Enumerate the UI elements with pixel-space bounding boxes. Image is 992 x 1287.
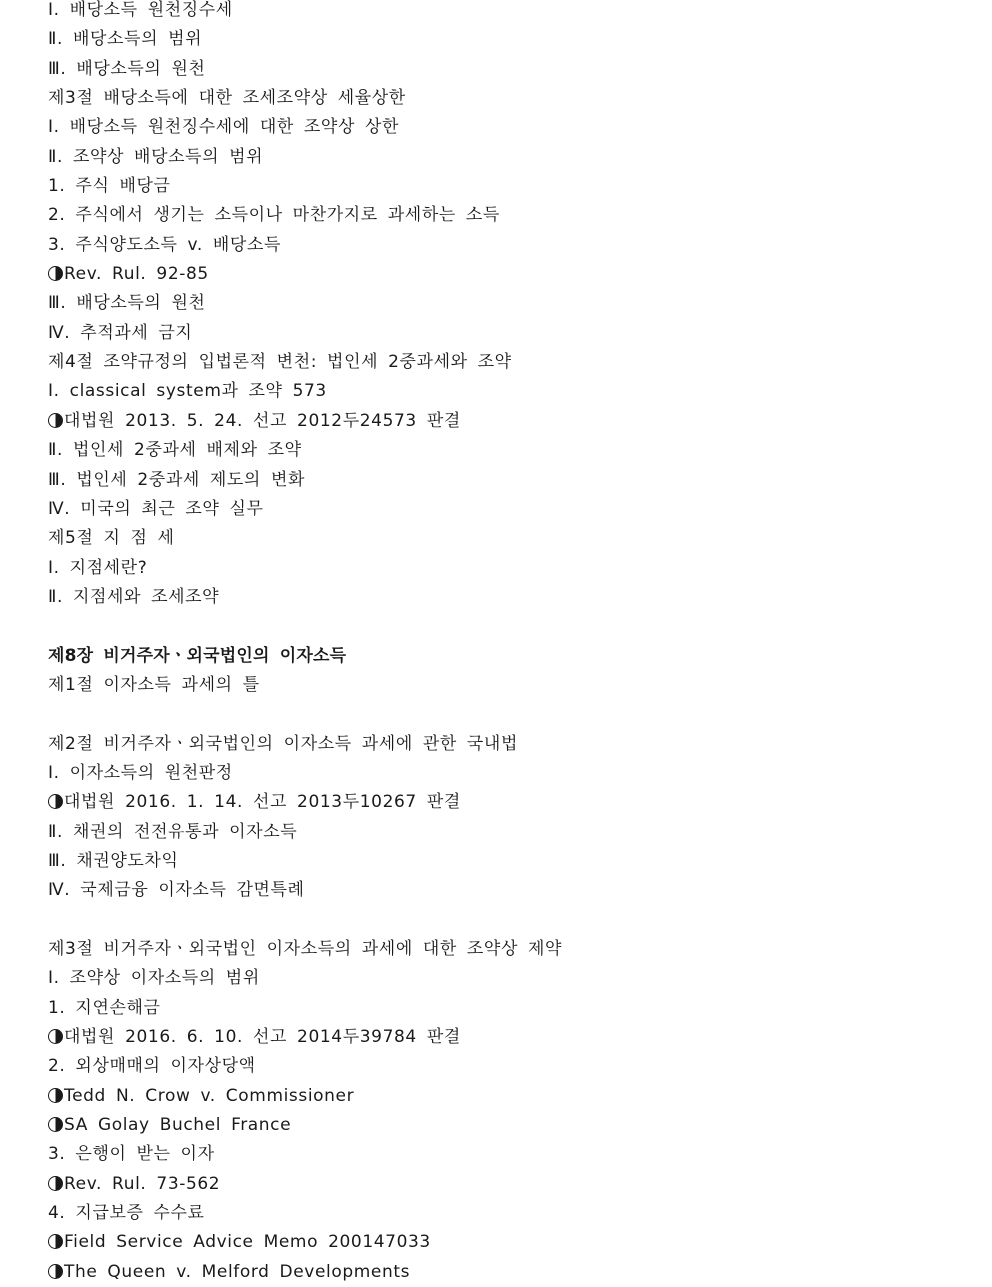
half-circle-icon [48, 1176, 63, 1191]
toc-line [48, 554, 968, 583]
toc-line [48, 964, 968, 993]
blank-line [48, 612, 968, 641]
half-circle-icon [48, 413, 63, 428]
toc-line-text: Rev. Rul. 92-85 [64, 264, 209, 285]
toc-line-text: Ⅳ. 추적과세 금지 [48, 322, 193, 343]
toc-line-text: Ⅱ. 조약상 배당소득의 범위 [48, 146, 264, 167]
toc-line-text: Ⅲ. 법인세 2중과세 제도의 변화 [48, 469, 305, 490]
toc-line [48, 289, 968, 318]
toc-line [48, 994, 968, 1023]
toc-line-text: 대법원 2013. 5. 24. 선고 2012두24573 판결 [64, 410, 461, 431]
toc-line [48, 671, 968, 700]
toc-line [48, 319, 968, 348]
table-of-contents [48, 0, 968, 1287]
toc-line [48, 935, 968, 964]
blank-line [48, 906, 968, 935]
toc-line [48, 407, 968, 436]
toc-line-text: SA Golay Buchel France [64, 1115, 292, 1136]
toc-line [48, 495, 968, 524]
toc-line-text: Ⅱ. 배당소득의 범위 [48, 29, 203, 50]
toc-line [48, 583, 968, 612]
toc-line [48, 143, 968, 172]
toc-line-text: 제3절 비거주자ㆍ외국법인 이자소득의 과세에 대한 조약상 제약 [48, 939, 563, 959]
half-circle-icon [48, 1234, 63, 1249]
toc-line-text: 4. 지급보증 수수료 [48, 1203, 205, 1224]
toc-line-text: Ⅰ. 배당소득 원천징수세에 대한 조약상 상한 [48, 117, 400, 138]
toc-line [48, 788, 968, 817]
toc-line-text: 1. 주식 배당금 [48, 176, 171, 197]
toc-line [48, 1140, 968, 1169]
toc-line-text: 제5절 지 점 세 [48, 528, 175, 549]
toc-line [48, 847, 968, 876]
toc-line [48, 260, 968, 289]
half-circle-icon [48, 266, 63, 281]
toc-line-text: 2. 주식에서 생기는 소득이나 마찬가지로 과세하는 소득 [48, 205, 500, 226]
toc-line [48, 348, 968, 377]
toc-line [48, 1111, 968, 1140]
toc-line-text: 3. 은행이 받는 이자 [48, 1144, 215, 1165]
toc-line [48, 113, 968, 142]
chapter-heading [48, 642, 968, 671]
toc-line [48, 1052, 968, 1081]
toc-line-text: 제3절 배당소득에 대한 조세조약상 세율상한 [48, 88, 406, 109]
toc-line-text: Ⅲ. 배당소득의 원천 [48, 58, 206, 79]
toc-line-text: 2. 외상매매의 이자상당액 [48, 1056, 256, 1077]
toc-line-text: The Queen v. Melford Developments [64, 1261, 411, 1282]
toc-line-text: 1. 지연손해금 [48, 997, 161, 1018]
toc-line [48, 1082, 968, 1111]
blank-line [48, 700, 968, 729]
toc-line [48, 1258, 968, 1287]
toc-line-text: 대법원 2016. 6. 10. 선고 2014두39784 판결 [64, 1027, 461, 1048]
half-circle-icon [48, 794, 63, 809]
toc-line-text: 제8장 비거주자ㆍ외국법인의 이자소득 [48, 645, 347, 666]
toc-line [48, 377, 968, 406]
toc-line [48, 1199, 968, 1228]
toc-line [48, 730, 968, 759]
half-circle-icon [48, 1029, 63, 1044]
toc-line-text: Tedd N. Crow v. Commissioner [64, 1085, 355, 1106]
toc-line-text: Rev. Rul. 73-562 [64, 1173, 221, 1194]
toc-line [48, 0, 968, 25]
toc-line-text: 제2절 비거주자ㆍ외국법인의 이자소득 과세에 관한 국내법 [48, 733, 518, 754]
toc-line [48, 25, 968, 54]
toc-line-text: Ⅱ. 채권의 전전유통과 이자소득 [48, 821, 298, 842]
toc-line-text: Ⅰ. 이자소득의 원천판정 [48, 762, 233, 783]
toc-line [48, 466, 968, 495]
toc-line [48, 231, 968, 260]
toc-line [48, 436, 968, 465]
toc-line [48, 55, 968, 84]
toc-line [48, 84, 968, 113]
toc-line-text: Ⅰ. classical system과 조약 573 [48, 381, 327, 402]
half-circle-icon [48, 1117, 63, 1132]
toc-line-text: Ⅲ. 배당소득의 원천 [48, 293, 206, 314]
toc-line [48, 1228, 968, 1257]
toc-line-text: Ⅱ. 지점세와 조세조약 [48, 586, 220, 607]
toc-line-text: Ⅰ. 조약상 이자소득의 범위 [48, 968, 260, 989]
toc-line-text: Ⅲ. 채권양도차익 [48, 850, 179, 871]
toc-line [48, 818, 968, 847]
toc-line-text: Field Service Advice Memo 200147033 [64, 1232, 431, 1253]
toc-line [48, 172, 968, 201]
toc-line-text: 제1절 이자소득 과세의 틀 [48, 674, 260, 695]
toc-line-text: Ⅱ. 법인세 2중과세 배제와 조약 [48, 440, 302, 461]
toc-line-text: Ⅳ. 국제금융 이자소득 감면특례 [48, 880, 305, 901]
toc-line-text: 3. 주식양도소득 v. 배당소득 [48, 234, 281, 255]
toc-line [48, 1023, 968, 1052]
toc-line-text: 제4절 조약규정의 입법론적 변천: 법인세 2중과세와 조약 [48, 352, 512, 373]
toc-line [48, 201, 968, 230]
toc-line [48, 876, 968, 905]
toc-line-text: Ⅰ. 지점세란? [48, 557, 148, 578]
half-circle-icon [48, 1088, 63, 1103]
toc-line-text: 대법원 2016. 1. 14. 선고 2013두10267 판결 [64, 792, 461, 813]
half-circle-icon [48, 1264, 63, 1279]
toc-line-text: Ⅰ. 배당소득 원천징수세 [48, 0, 233, 20]
toc-line-text: Ⅳ. 미국의 최근 조약 실무 [48, 498, 264, 519]
toc-line [48, 1170, 968, 1199]
toc-line [48, 524, 968, 553]
toc-line [48, 759, 968, 788]
